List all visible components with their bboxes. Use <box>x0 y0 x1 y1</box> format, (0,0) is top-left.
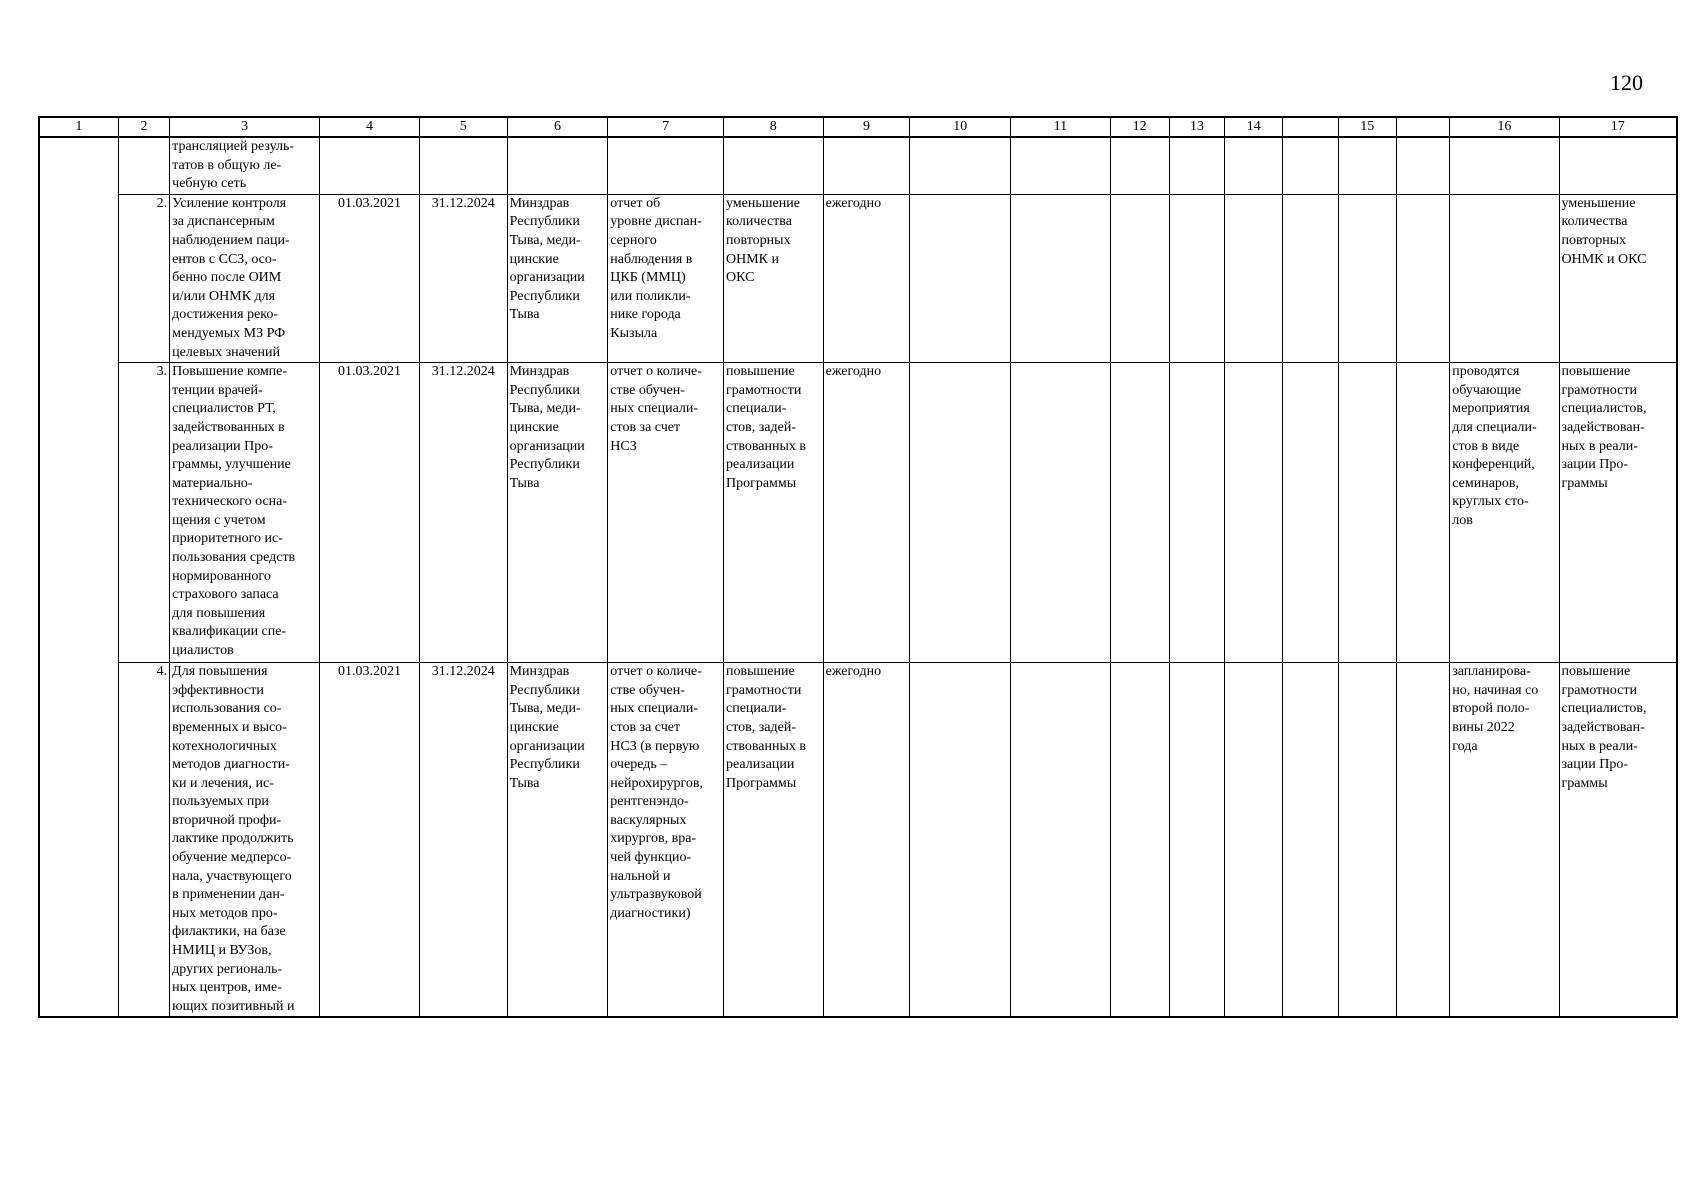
table-row <box>39 194 1677 362</box>
cell-blank <box>1225 363 1283 663</box>
table-row <box>39 363 1677 663</box>
row-number: 2. <box>118 194 169 362</box>
col-header: 6 <box>507 117 608 137</box>
cell-blank <box>910 194 1011 362</box>
control-cell: отчет об уровне диспан- серного наблюдения в ЦКБ (ММЦ) или поликли- нике города Кызыла <box>608 194 724 362</box>
control-cell: отчет о количе- стве обучен- ных специали- стов за счет НСЗ <box>608 363 724 663</box>
start-date <box>320 137 420 194</box>
cell-blank <box>1396 363 1450 663</box>
cell-blank <box>1011 363 1111 663</box>
col-header: 16 <box>1450 117 1559 137</box>
cell-blank <box>1283 663 1339 1018</box>
cell-blank <box>1283 363 1339 663</box>
cell-blank <box>1110 137 1169 194</box>
col-header: 1 <box>39 117 118 137</box>
cell-blank <box>1011 663 1111 1018</box>
col-header: 12 <box>1110 117 1169 137</box>
col-header: 5 <box>419 117 507 137</box>
frequency-cell: ежегодно <box>823 194 910 362</box>
col-header <box>1283 117 1339 137</box>
end-date: 31.12.2024 <box>419 194 507 362</box>
cell-blank <box>1338 663 1396 1018</box>
col-header <box>1396 117 1450 137</box>
start-date: 01.03.2021 <box>320 194 420 362</box>
control-cell: отчет о количе- стве обучен- ных специали- стов за счет НСЗ (в первую очередь – нейрохирургов, рентгенэндо- васкулярных хирургов, вра- чей функцио- нальной и ультразвуковой диагностики) <box>608 663 724 1018</box>
col16-cell: запланирова- но, начиная со второй поло- вины 2022 года <box>1450 663 1559 1018</box>
cell-blank <box>1169 137 1225 194</box>
col-header: 13 <box>1169 117 1225 137</box>
activity-cell: Повышение компе- тенции врачей- специалистов РТ, задействованных в реализации Про- граммы, улучшение материально- технического осна- щения с учетом приоритетного ис- пользования средств нормированного страхового запаса для повышения квалификации спе- циалистов <box>170 363 320 663</box>
start-date: 01.03.2021 <box>320 663 420 1018</box>
end-date: 31.12.2024 <box>419 663 507 1018</box>
cell-blank <box>1110 363 1169 663</box>
end-date <box>419 137 507 194</box>
frequency-cell: ежегодно <box>823 363 910 663</box>
cell-blank <box>1169 194 1225 362</box>
cell-blank <box>1011 137 1111 194</box>
col17-cell: повышение грамотности специалистов, задействован- ных в реали- зации Про- граммы <box>1559 663 1677 1018</box>
start-date: 01.03.2021 <box>320 363 420 663</box>
responsible-cell <box>507 137 608 194</box>
col-header: 8 <box>723 117 823 137</box>
table-row <box>39 137 1677 194</box>
col-header: 2 <box>118 117 169 137</box>
cell-blank <box>1283 194 1339 362</box>
cell-blank <box>1338 194 1396 362</box>
col-header: 10 <box>910 117 1011 137</box>
responsible-cell: Минздрав Республики Тыва, меди- цинские организации Республики Тыва <box>507 663 608 1018</box>
col17-cell <box>1559 137 1677 194</box>
cell-blank <box>1338 137 1396 194</box>
cell-blank <box>1338 363 1396 663</box>
frequency-cell <box>823 137 910 194</box>
cell-blank <box>1396 194 1450 362</box>
cell-blank <box>1225 137 1283 194</box>
result-cell: уменьшение количества повторных ОНМК и ОКС <box>723 194 823 362</box>
col-header: 4 <box>320 117 420 137</box>
responsible-cell: Минздрав Республики Тыва, меди- цинские организации Республики Тыва <box>507 194 608 362</box>
cell-blank <box>910 363 1011 663</box>
end-date: 31.12.2024 <box>419 363 507 663</box>
row-number <box>118 137 169 194</box>
col16-cell: проводятся обучающие мероприятия для специали- стов в виде конференций, семинаров, круглых сто- лов <box>1450 363 1559 663</box>
cell-blank <box>1011 194 1111 362</box>
cell-blank <box>910 663 1011 1018</box>
col-header: 9 <box>823 117 910 137</box>
cell-blank <box>1225 194 1283 362</box>
responsible-cell: Минздрав Республики Тыва, меди- цинские организации Республики Тыва <box>507 363 608 663</box>
col-header: 7 <box>608 117 724 137</box>
cell-blank <box>910 137 1011 194</box>
col-header: 14 <box>1225 117 1283 137</box>
cell-blank <box>1110 663 1169 1018</box>
col16-cell <box>1450 194 1559 362</box>
col-header: 15 <box>1338 117 1396 137</box>
col17-cell: уменьшение количества повторных ОНМК и ОКС <box>1559 194 1677 362</box>
plan-table <box>38 116 1678 1018</box>
activity-cell: Усиление контроля за диспансерным наблюдением паци- ентов с ССЗ, осо- бенно после ОИМ и/или ОНМК для достижения реко- мендуемых МЗ РФ целевых значений <box>170 194 320 362</box>
col-header: 11 <box>1011 117 1111 137</box>
table-row <box>39 663 1677 1018</box>
cell-blank <box>1169 663 1225 1018</box>
cell-blank <box>1169 363 1225 663</box>
result-cell: повышение грамотности специали- стов, задей- ствованных в реализации Программы <box>723 663 823 1018</box>
cell-blank <box>1110 194 1169 362</box>
row-number: 4. <box>118 663 169 1018</box>
activity-cell: трансляцией резуль- татов в общую ле- чебную сеть <box>170 137 320 194</box>
row-number: 3. <box>118 363 169 663</box>
col-header: 3 <box>170 117 320 137</box>
control-cell <box>608 137 724 194</box>
result-cell: повышение грамотности специали- стов, задей- ствованных в реализации Программы <box>723 363 823 663</box>
col17-cell: повышение грамотности специалистов, задействован- ных в реали- зации Про- граммы <box>1559 363 1677 663</box>
cell-blank <box>39 137 118 1017</box>
frequency-cell: ежегодно <box>823 663 910 1018</box>
col16-cell <box>1450 137 1559 194</box>
activity-cell: Для повышения эффективности использования со- временных и высо- котехнологичных методов диагности- ки и лечения, ис- пользуемых при вторичной профи- лактике продолжить обучение медперсо- нала, участвующего в применении дан- ных методов про- филактики, на базе НМИЦ и ВУЗов, других региональ- ных центров, име- ющих позитивный и <box>170 663 320 1018</box>
cell-blank <box>1225 663 1283 1018</box>
col-header: 17 <box>1559 117 1677 137</box>
cell-blank <box>1396 663 1450 1018</box>
page-number: 120 <box>1610 70 1643 95</box>
cell-blank <box>1396 137 1450 194</box>
cell-blank <box>1283 137 1339 194</box>
column-number-row <box>39 117 1677 137</box>
result-cell <box>723 137 823 194</box>
